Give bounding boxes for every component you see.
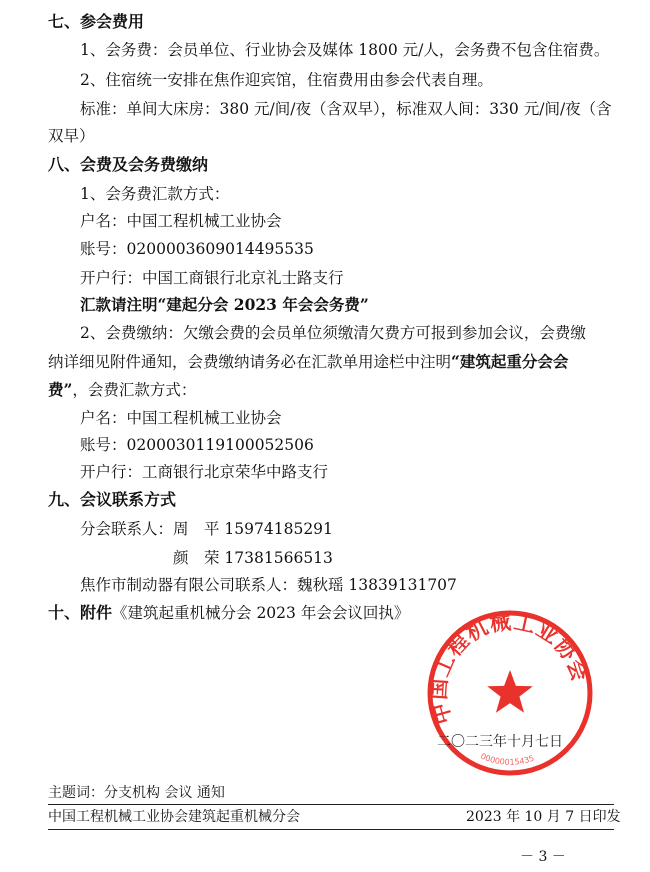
company-contact: 焦作市制动器有限公司联系人：魏秋瑶 13839131707 [80,576,457,594]
lodging-paragraph: 2、住宿统一安排在焦作迎宾馆，住宿费用由参会代表自理。 [80,71,493,89]
seal-org-name: 中国工程机械工业协会 [425,608,594,728]
conference-fee-payment-title: 1、会务费汇款方式： [80,185,230,203]
branch-contact-1: 分会联系人：周 平 15974185291 [80,520,333,538]
section-10 [48,603,409,623]
remittance-note: 汇款请注明“建起分会 2023 年会会务费” [80,295,369,314]
seal-number: 00000015435 [479,751,536,767]
print-date: 2023 年 10 月 7 日印发 [466,809,621,825]
issuing-organization: 中国工程机械工业协会建筑起重机械分会 [48,809,300,825]
page-number: － 3 － [520,849,566,865]
section-10-heading: 十、附件 [48,603,113,622]
membership-fee-line-3-text: ，会费汇款方式： [72,381,197,399]
official-seal [425,608,595,778]
bank-branch-2: 开户行：工商银行北京荣华中路支行 [80,463,329,481]
seal-star-icon [487,670,533,713]
section-7-heading: 七、参会费用 [48,12,145,31]
membership-fee-line-1: 2、会费缴纳：欠缴会费的会员单位须缴清欠费方可报到参加会议，会费缴 [80,324,586,342]
footer-rule-top [48,804,614,805]
room-rate-line-1: 标准：单间大床房：380 元/间/夜（含双早），标准双人间：330 元/间/夜（含 [80,100,612,118]
membership-fee-line-2-text: 纳详细见附件通知，会费缴纳请务必在汇款单用途栏中注明 [48,353,452,371]
signature-date: 二〇二三年十月七日 [437,734,563,750]
subject-keywords: 主题词：分支机构 会议 通知 [48,785,225,801]
account-name-1: 户名：中国工程机械工业协会 [80,212,282,230]
footer-rule-bottom [48,829,614,830]
membership-fee-note-bold-end: 费” [48,380,73,399]
room-rate-line-2: 双早） [48,127,95,145]
section-8-heading: 八、会费及会务费缴纳 [48,155,209,174]
section-9-heading: 九、会议联系方式 [48,490,177,509]
bank-branch-1: 开户行：中国工商银行北京礼士路支行 [80,269,344,287]
account-number-1: 账号：0200003609014495535 [80,240,314,258]
branch-contact-2: 颜 荣 17381566513 [173,549,333,567]
attachment-title: 《建筑起重机械分会 2023 年会会议回执》 [112,604,410,622]
membership-fee-line-3 [48,380,196,400]
membership-fee-note-bold: “建筑起重分会会 [451,352,569,371]
fee-paragraph: 1、会务费：会员单位、行业协会及媒体 1800 元/人，会务费不包含住宿费。 [80,41,610,59]
account-name-2: 户名：中国工程机械工业协会 [80,409,282,427]
membership-fee-line-2 [48,352,568,372]
account-number-2: 账号：0200030119100052506 [80,436,314,454]
